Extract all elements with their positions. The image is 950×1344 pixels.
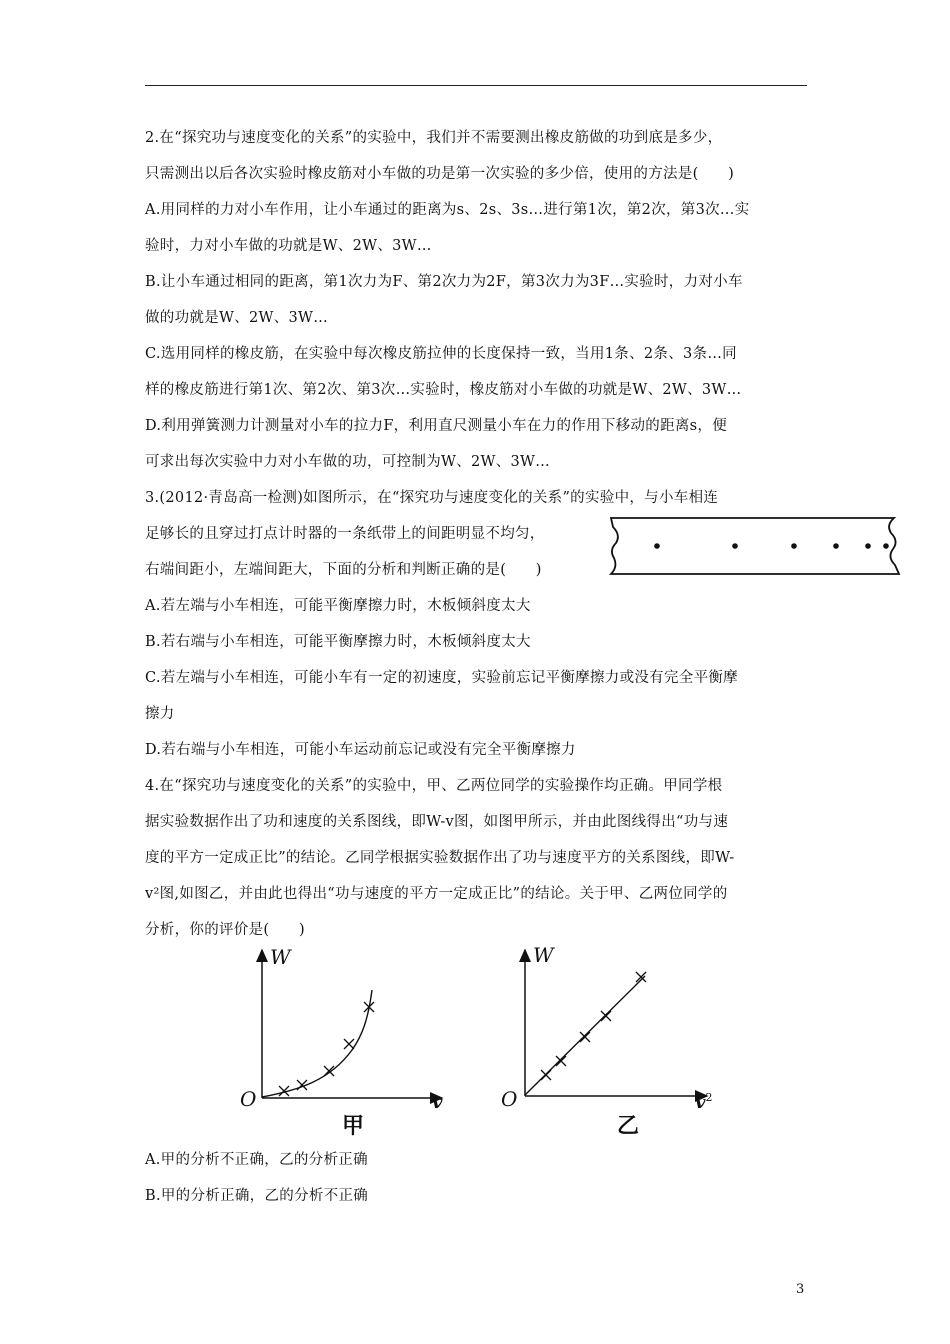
y-axis-label: W xyxy=(270,945,291,969)
tape-dot xyxy=(833,543,839,549)
q4-line: 4.在“探究功与速度变化的关系”的实验中，甲、乙两位同学的实验操作均正确。甲同学根 xyxy=(145,778,723,794)
x-axis-label: v xyxy=(432,1092,443,1113)
q2-line: 样的橡皮筋进行第1次、第2次、第3次…实验时，橡皮筋对小车做的功就是W、2W、3W… xyxy=(145,382,742,398)
origin-label: O xyxy=(501,1087,518,1111)
tape-dot xyxy=(883,543,889,549)
q4-line: 据实验数据作出了功和速度的关系图线，即W-v图，如图甲所示，并由此图线得出“功与速 xyxy=(145,814,729,830)
q4-option-a: A.甲的分析不正确，乙的分析正确 xyxy=(145,1152,368,1168)
data-mark xyxy=(344,1039,354,1049)
tape-dot xyxy=(791,543,797,549)
tape-dot xyxy=(732,543,738,549)
q2-option-d: D.利用弹簧测力计测量对小车的拉力F，利用直尺测量小车在力的作用下移动的距离s，便 xyxy=(145,418,728,434)
q2-option-c: C.选用同样的橡皮筋，在实验中每次橡皮筋拉伸的长度保持一致，当用1条、2条、3条…同 xyxy=(145,346,737,362)
data-marks xyxy=(279,1002,374,1096)
q3-option-a: A.若左端与小车相连，可能平衡摩擦力时，木板倾斜度太大 xyxy=(145,598,531,614)
q2-line: 2.在“探究功与速度变化的关系”的实验中，我们并不需要测出橡皮筋做的功到底是多少， xyxy=(145,130,723,146)
tape-dot xyxy=(865,543,871,549)
paper-tape-figure xyxy=(605,515,905,577)
q4-line: 度的平方一定成正比”的结论。乙同学根据实验数据作出了功与速度平方的关系图线，即W- xyxy=(145,850,735,866)
q3-line: 足够长的且穿过打点计时器的一条纸带上的间距明显不均匀， xyxy=(145,526,545,542)
q4-option-b: B.甲的分析正确，乙的分析不正确 xyxy=(145,1188,369,1204)
data-mark xyxy=(541,1070,551,1080)
header-rule xyxy=(145,85,807,86)
q2-line: 做的功就是W、2W、3W… xyxy=(145,310,329,326)
graph-caption: 乙 xyxy=(617,1113,640,1139)
q3-line: 3.(2012·青岛高一检测)如图所示，在“探究功与速度变化的关系”的实验中，与小车相连 xyxy=(145,490,719,506)
graph-caption: 甲 xyxy=(342,1113,365,1139)
q2-line: 可求出每次实验中力对小车做的功，可控制为W、2W、3W… xyxy=(145,454,551,470)
data-mark xyxy=(601,1011,611,1021)
q2-option-b: B.让小车通过相同的距离，第1次力为F、第2次力为2F，第3次力为3F…实验时，力对小车 xyxy=(145,274,743,290)
q3-option-b: B.若右端与小车相连，可能平衡摩擦力时，木板倾斜度太大 xyxy=(145,634,531,650)
x-axis-label: $v^2$ xyxy=(695,1091,713,1113)
q2-line: 验时，力对小车做的功就是W、2W、3W… xyxy=(145,238,432,254)
data-mark xyxy=(556,1056,566,1066)
q3-line: 擦力 xyxy=(145,706,175,722)
q3-option-d: D.若右端与小车相连，可能小车运动前忘记或没有完全平衡摩擦力 xyxy=(145,742,576,758)
q2-option-a: A.用同样的力对小车作用，让小车通过的距离为s、2s、3s…进行第1次，第2次，第3次…实 xyxy=(145,202,750,218)
q3-option-c: C.若左端与小车相连，可能小车有一定的初速度，实验前忘记平衡摩擦力或没有完全平衡摩 xyxy=(145,670,738,686)
data-mark xyxy=(580,1032,590,1042)
page-number: 3 xyxy=(796,1282,805,1297)
graph-jia xyxy=(230,940,460,1145)
q3-line: 右端间距小，左端间距大，下面的分析和判断正确的是( ) xyxy=(145,562,542,578)
q2-line: 只需测出以后各次实验时橡皮筋对小车做的功是第一次实验的多少倍，使用的方法是( ) xyxy=(145,166,735,182)
curve xyxy=(262,990,372,1097)
q4-line: v²图,如图乙，并由此也得出“功与速度的平方一定成正比”的结论。关于甲、乙两位同学的 xyxy=(145,886,728,902)
origin-label: O xyxy=(240,1087,257,1111)
tape-dot xyxy=(654,543,660,549)
graph-yi xyxy=(495,940,735,1145)
q4-line: 分析，你的评价是( ) xyxy=(145,922,305,938)
y-axis-label: W xyxy=(533,943,554,967)
